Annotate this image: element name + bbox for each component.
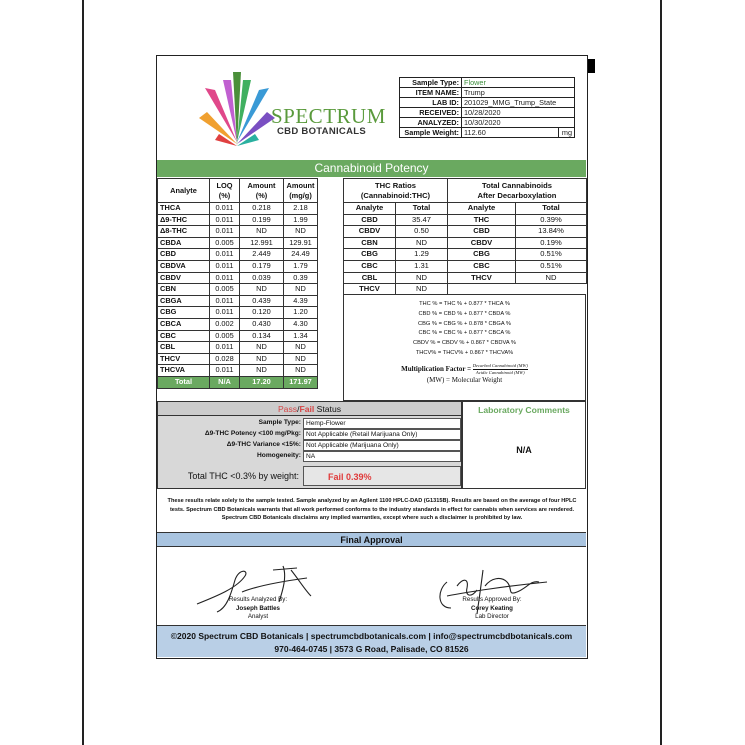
potency-row	[158, 272, 318, 284]
multiplication-factor: Multiplication Factor = $\frac{\text{Decarbed Cannabinoid (MW)}}{\text{Acidic Cannabinoid (MW)}}$	[401, 362, 528, 375]
ratio-cell: ND	[396, 284, 448, 296]
potency-table	[157, 178, 318, 389]
potency-cell: 0.179	[240, 260, 284, 272]
pass-fail-value: Not Applicable (Retail Marijuana Only)	[303, 429, 461, 440]
ratio-cell: 0.51%	[516, 260, 587, 272]
potency-cell: CBDA	[158, 237, 210, 249]
ratio-cell: 1.29	[396, 249, 448, 261]
pass-fail-title: Pass/Fail Status	[158, 402, 461, 416]
potency-cell: 0.011	[210, 365, 240, 377]
ratio-cell: 0.50	[396, 226, 448, 238]
info-key: RECEIVED:	[400, 108, 462, 118]
potency-cell: 1.20	[284, 307, 318, 319]
potency-cell: 0.011	[210, 203, 240, 215]
potency-row	[158, 203, 318, 215]
potency-total-cell: 17.20	[240, 376, 284, 388]
potency-cell: 0.011	[210, 272, 240, 284]
potency-row	[158, 330, 318, 342]
potency-cell: 1.99	[284, 214, 318, 226]
formula-line: CBD % = CBD % + 0.877 * CBDA %	[418, 310, 511, 317]
potency-cell: 0.430	[240, 318, 284, 330]
brand-subtitle: CBD BOTANICALS	[277, 126, 366, 137]
ratio-cell: CBG	[448, 249, 516, 261]
info-value: Trump	[462, 88, 575, 98]
potency-cell: CBG	[158, 307, 210, 319]
ratio-cell: 35.47	[396, 214, 448, 226]
potency-row	[158, 318, 318, 330]
potency-cell: 4.39	[284, 295, 318, 307]
potency-row	[158, 365, 318, 377]
decarb-formulas	[343, 294, 586, 401]
ratio-cell: CBN	[344, 237, 396, 249]
ratio-sub-header: Total	[516, 203, 587, 215]
potency-row	[158, 284, 318, 296]
ratio-cell: ND	[396, 237, 448, 249]
lab-comments-value: N/A	[516, 445, 532, 455]
pass-fail-row	[158, 440, 461, 451]
potency-col-header: Amount (mg/g)	[284, 179, 318, 203]
sample-info-table	[399, 77, 575, 138]
potency-row	[158, 214, 318, 226]
total-thc-result: Fail 0.39%	[303, 466, 461, 486]
ratio-row	[344, 214, 587, 226]
potency-cell: 0.005	[210, 237, 240, 249]
potency-row	[158, 226, 318, 238]
ratio-cell: CBG	[344, 249, 396, 261]
potency-total-cell: Total	[158, 376, 210, 388]
potency-cell: ND	[284, 284, 318, 296]
potency-cell: CBCA	[158, 318, 210, 330]
potency-cell: ND	[284, 226, 318, 238]
potency-cell: 0.005	[210, 330, 240, 342]
ratio-cell: THCV	[448, 272, 516, 284]
ratio-cell: CBDV	[344, 226, 396, 238]
potency-cell: 0.011	[210, 260, 240, 272]
pass-fail-key: Homogeneity:	[257, 452, 301, 459]
info-key: LAB ID:	[400, 98, 462, 108]
potency-cell: ND	[240, 342, 284, 354]
disclaimer-text: These results relate solely to the sample tested. Sample analyzed by an Agilent 1100 HPLC-DAD (G1315B). Results are based on the average of four HPLC tests. Spectrum CBD Botanicals warrants that all work performed conforms to the industry standards in effect for cannabis when services are rendered. Spectrum CBD Botanicals disclaims any implied warranties, except where such a disclaimer is prohibited by law.	[167, 498, 577, 521]
potency-cell: 4.30	[284, 318, 318, 330]
lab-comments-panel	[462, 401, 586, 489]
potency-cell: 24.49	[284, 249, 318, 261]
potency-cell: 0.002	[210, 318, 240, 330]
ratio-cell: 0.51%	[516, 249, 587, 261]
potency-cell: 0.134	[240, 330, 284, 342]
footer	[157, 625, 586, 657]
potency-cell: 2.18	[284, 203, 318, 215]
ratio-row	[344, 272, 587, 284]
ratio-cell: THC	[448, 214, 516, 226]
potency-cell: 12.991	[240, 237, 284, 249]
potency-cell: ND	[284, 342, 318, 354]
potency-cell: 1.79	[284, 260, 318, 272]
potency-cell: ND	[284, 365, 318, 377]
ratio-sub-header: Total	[396, 203, 448, 215]
pass-fail-panel	[157, 401, 462, 489]
potency-col-header: Amount (%)	[240, 179, 284, 203]
potency-row	[158, 342, 318, 354]
potency-cell: THCVA	[158, 365, 210, 377]
potency-cell: 0.120	[240, 307, 284, 319]
director-block: Results Approved By: Corey Keating Lab Director	[462, 596, 522, 621]
ratio-row	[344, 260, 587, 272]
potency-cell: 129.91	[284, 237, 318, 249]
info-row	[400, 128, 575, 138]
ratio-table	[343, 178, 587, 296]
ratio-cell: THCV	[344, 284, 396, 296]
info-row	[400, 98, 575, 108]
formula-line: THC % = THC % + 0.877 * THCA %	[419, 301, 510, 307]
info-unit: mg	[558, 128, 572, 137]
potency-cell: 0.005	[210, 284, 240, 296]
pass-fail-row	[158, 451, 461, 462]
potency-cell: 0.011	[210, 226, 240, 238]
potency-cell: Δ8-THC	[158, 226, 210, 238]
potency-cell: CBC	[158, 330, 210, 342]
ratio-row	[344, 226, 587, 238]
potency-cell: ND	[240, 226, 284, 238]
pass-fail-key: Sample Type:	[258, 419, 301, 426]
analyst-block: Results Analyzed By: Joseph Battles Analyst	[228, 596, 288, 621]
potency-row	[158, 307, 318, 319]
info-key: ITEM NAME:	[400, 88, 462, 98]
info-key: ANALYZED:	[400, 118, 462, 128]
potency-cell: CBL	[158, 342, 210, 354]
ratio-cell: CBL	[344, 272, 396, 284]
potency-cell: THCA	[158, 203, 210, 215]
ratio-cell: 0.39%	[516, 214, 587, 226]
info-value: Flower	[462, 78, 575, 88]
ratio-cell: CBDV	[448, 237, 516, 249]
ratio-cell: CBD	[344, 214, 396, 226]
potency-cell: 0.011	[210, 342, 240, 354]
potency-cell: 0.218	[240, 203, 284, 215]
ratio-cell: CBC	[448, 260, 516, 272]
potency-cell: 0.39	[284, 272, 318, 284]
formula-line: THCV% = THCV% + 0.867 * THCVA%	[415, 349, 514, 356]
molecular-weight-note: (MW) = Molecular Weight	[426, 375, 503, 384]
info-row	[400, 118, 575, 128]
ratio-row	[344, 237, 587, 249]
potency-header-bar: Cannabinoid Potency	[157, 160, 586, 177]
potency-cell: ND	[240, 284, 284, 296]
pass-fail-value: NA	[303, 451, 461, 462]
ratio-sub-header: Analyte	[448, 203, 516, 215]
formula-line: CBC % = CBC % + 0.877 * CBCA %	[418, 330, 511, 337]
ratio-cell: CBC	[344, 260, 396, 272]
potency-total-cell: N/A	[210, 376, 240, 388]
potency-cell: 0.011	[210, 307, 240, 319]
potency-cell: CBDV	[158, 272, 210, 284]
formula-line: CBG % = CBG % + 0.878 * CBGA %	[418, 320, 511, 327]
potency-row	[158, 295, 318, 307]
info-value: 10/30/2020	[462, 118, 575, 128]
pass-fail-row	[158, 429, 461, 440]
lab-comments-title: Laboratory Comments	[478, 405, 570, 415]
potency-cell: CBN	[158, 284, 210, 296]
potency-total-row	[158, 376, 318, 388]
potency-cell: 0.039	[240, 272, 284, 284]
info-row	[400, 88, 575, 98]
pass-fail-key: Δ9-THC Potency <100 mg/Pkg:	[204, 430, 301, 437]
potency-cell: 1.34	[284, 330, 318, 342]
potency-cell: 0.028	[210, 353, 240, 365]
potency-cell: ND	[240, 365, 284, 377]
info-key: Sample Weight:	[400, 128, 462, 138]
total-thc-row: Total THC <0.3% by weight: Fail 0.39%	[158, 466, 461, 486]
footer-contact: ©2020 Spectrum CBD Botanicals | spectrumcbdbotanicals.com | info@spectrumcbdbotanicals.com	[170, 631, 573, 641]
ratio-cell: ND	[396, 272, 448, 284]
ratio-sub-header: Analyte	[344, 203, 396, 215]
potency-cell: THCV	[158, 353, 210, 365]
ratio-cell: CBD	[448, 226, 516, 238]
final-approval-bar: Final Approval	[157, 532, 586, 547]
thc-ratios-header: THC Ratios (Cannabinoid:THC)	[344, 179, 448, 203]
pass-fail-value: Hemp-Flower	[303, 418, 461, 429]
formula-line: CBDV % = CBDV % + 0.867 * CBDVA %	[413, 340, 516, 347]
potency-cell: 0.011	[210, 249, 240, 261]
ratio-cell: ND	[516, 272, 587, 284]
potency-row	[158, 237, 318, 249]
ratio-row	[344, 249, 587, 261]
potency-total-cell: 171.97	[284, 376, 318, 388]
info-value: 201029_MMG_Trump_State	[462, 98, 575, 108]
info-value: 112.60 mg	[462, 128, 575, 138]
ratio-cell: 0.19%	[516, 237, 587, 249]
ratio-cell: 13.84%	[516, 226, 587, 238]
potency-cell: 0.011	[210, 295, 240, 307]
potency-cell: CBGA	[158, 295, 210, 307]
potency-cell: Δ9-THC	[158, 214, 210, 226]
potency-cell: CBD	[158, 249, 210, 261]
potency-cell: ND	[240, 353, 284, 365]
potency-cell: 0.199	[240, 214, 284, 226]
potency-cell: 0.439	[240, 295, 284, 307]
potency-row	[158, 249, 318, 261]
potency-cell: ND	[284, 353, 318, 365]
info-row	[400, 78, 575, 88]
potency-row	[158, 353, 318, 365]
brand-name: SPECTRUM	[271, 104, 386, 128]
pass-fail-row	[158, 418, 461, 429]
pass-fail-key: Δ9-THC Variance <15%:	[226, 441, 301, 448]
pass-fail-value: Not Applicable (Marijuana Only)	[303, 440, 461, 451]
ratio-cell: 1.31	[396, 260, 448, 272]
info-row	[400, 108, 575, 118]
info-key: Sample Type:	[400, 78, 462, 88]
potency-row	[158, 260, 318, 272]
potency-col-header: Analyte	[158, 179, 210, 203]
potency-cell: 0.011	[210, 214, 240, 226]
certificate-of-analysis	[156, 55, 588, 659]
total-cannabinoids-header: Total Cannabinoids After Decarboxylation	[448, 179, 587, 203]
potency-cell: 2.449	[240, 249, 284, 261]
potency-cell: CBDVA	[158, 260, 210, 272]
potency-col-header: LOQ (%)	[210, 179, 240, 203]
footer-address: 970-464-0745 | 3573 G Road, Palisade, CO 81526	[274, 644, 469, 654]
info-value: 10/28/2020	[462, 108, 575, 118]
